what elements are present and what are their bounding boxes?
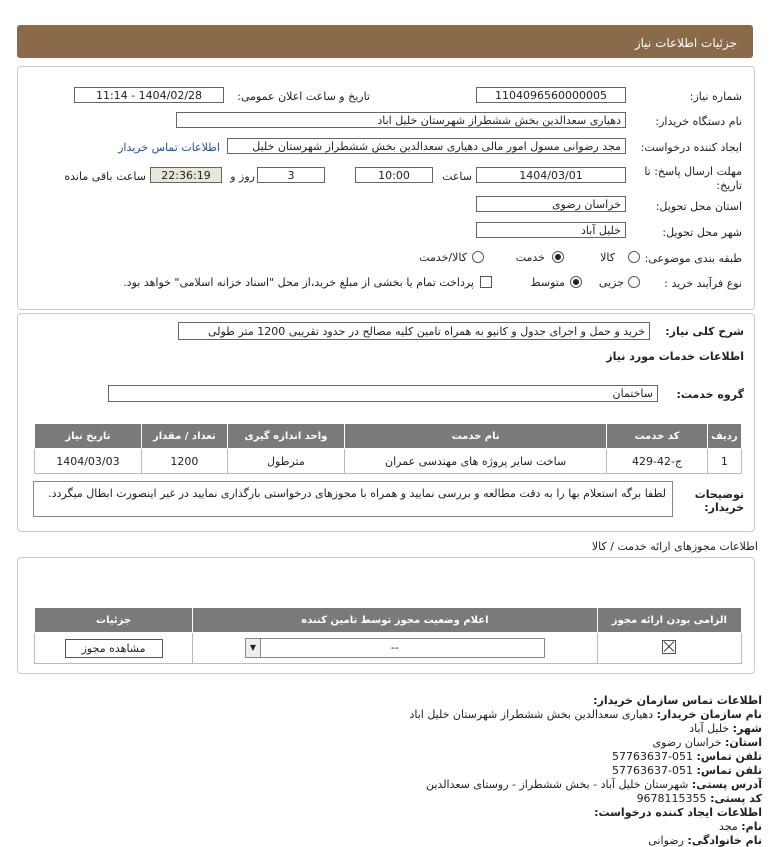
col-service-name: نام خدمت (344, 424, 606, 449)
permit-status-value: -- (390, 641, 399, 654)
days-label: روز و (230, 170, 255, 183)
category-radio-goods[interactable] (628, 251, 640, 263)
contact-city: شهر: خلیل آباد (689, 722, 762, 735)
announce-date-field: 1404/02/28 - 11:14 (74, 87, 224, 103)
col-row: ردیف (707, 424, 741, 449)
creator-family: نام خانوادگی: رضوانی (648, 834, 762, 847)
deadline-date-field: 1404/03/01 (476, 167, 626, 183)
process-type-label: نوع فرآیند خرید : (664, 277, 742, 290)
category-goods-service-label: کالا/خدمت (419, 251, 467, 264)
category-service-label: خدمت (515, 251, 545, 264)
contact-address: آدرس پستی: شهرستان خلیل آباد - بخش ششطراز - روستای سعدالدین (425, 778, 762, 791)
buyer-notes-field: لطفا برگه استعلام بها را به دقت مطالعه و بررسی نمایید و همراه با مجوزهای درخواستی بارگذاری نمایید در غیر اینصورت ابطال میگردد. (33, 481, 673, 517)
need-number-label: شماره نیاز: (689, 90, 742, 103)
category-radio-service[interactable] (552, 251, 564, 263)
col-unit: واحد اندازه گیری (227, 424, 344, 449)
process-minor-label: جزیی (598, 276, 624, 289)
need-number-field: 1104096560000005 (476, 87, 626, 103)
service-group-field: ساختمان (108, 385, 658, 402)
chevron-down-icon: ▼ (246, 639, 261, 657)
category-radio-goods-service[interactable] (472, 251, 484, 263)
buyer-notes-label: توضیحات خریدار: (694, 488, 744, 514)
process-radio-medium[interactable] (570, 276, 582, 288)
cell-unit: مترطول (227, 449, 344, 474)
city-field: خلیل آباد (476, 222, 626, 238)
remaining-time-label: ساعت باقی مانده (64, 170, 146, 183)
services-section-title: اطلاعات خدمات مورد نیاز (606, 350, 744, 363)
deadline-label: مهلت ارسال پاسخ: تا (644, 165, 742, 178)
permits-table (34, 607, 742, 664)
contact-org: نام سازمان خریدار: دهیاری سعدالدین بخش ششطراز شهرستان خلیل اباد (409, 708, 762, 721)
contact-title: اطلاعات تماس سازمان خریدار: (593, 694, 762, 707)
remaining-time-field: 22:36:19 (150, 167, 222, 183)
deadline-date-label: تاریخ: (716, 179, 742, 192)
creator-field: مجد رضوانی مسول امور مالی دهیاری سعدالدین بخش ششطراز شهرستان خلیل (227, 138, 626, 154)
cell-permit-required (597, 633, 741, 664)
cell-row: 1 (707, 449, 741, 474)
buyer-org-field: دهیاری سعدالدین بخش ششطراز شهرستان خلیل اباد (176, 112, 626, 128)
creator-label: ایجاد کننده درخواست: (640, 141, 742, 154)
deadline-time-label: ساعت (442, 170, 472, 183)
col-service-code: کد خدمت (607, 424, 708, 449)
cell-service-name: ساخت سایر پروژه های مهندسی عمران (344, 449, 606, 474)
cell-permit-details (35, 633, 193, 664)
treasury-note: پرداخت تمام یا بخشی از مبلغ خرید،از محل "اسناد خزانه اسلامی" خواهد بود. (123, 276, 474, 289)
services-table (34, 423, 742, 474)
table-row (35, 449, 742, 474)
services-table-header (35, 424, 742, 449)
announce-date-label: تاریخ و ساعت اعلان عمومی: (237, 90, 370, 103)
contact-postal: کد پستی: 9678115355 (636, 792, 762, 805)
permits-table-header (35, 608, 742, 633)
buyer-contact-link[interactable]: اطلاعات تماس خریدار (118, 141, 220, 154)
view-permit-button[interactable]: مشاهده مجوز (65, 639, 163, 658)
col-need-date: تاریخ نیاز (35, 424, 142, 449)
description-label: شرح کلی نیاز: (665, 325, 744, 338)
cell-permit-status (193, 633, 598, 664)
process-radio-minor[interactable] (628, 276, 640, 288)
deadline-time-field: 10:00 (355, 167, 433, 183)
creator-info-title: اطلاعات ایجاد کننده درخواست: (594, 806, 762, 819)
days-field: 3 (257, 167, 325, 183)
col-permit-required: الزامی بودن ارائه مجوز (597, 608, 741, 633)
contact-phone: تلفن تماس: 051-57763637 (612, 750, 762, 763)
col-permit-details: جزئیات (35, 608, 193, 633)
province-field: خراسان رضوی (476, 196, 626, 212)
cell-need-date: 1404/03/03 (35, 449, 142, 474)
creator-name: نام: مجد (718, 820, 762, 833)
buyer-org-label: نام دستگاه خریدار: (655, 115, 742, 128)
contact-fax: تلفن تماس: 051-57763637 (612, 764, 762, 777)
col-quantity: تعداد / مقدار (141, 424, 227, 449)
description-field: خرید و حمل و اجرای جدول و کانیو به همراه تامین کلیه مصالح در حدود تقریبی 1200 متر طولی (178, 322, 650, 340)
cell-quantity: 1200 (141, 449, 227, 474)
city-label: شهر محل تحویل: (662, 226, 742, 239)
treasury-checkbox[interactable] (480, 276, 492, 288)
contact-province: استان: خراسان رضوی (652, 736, 762, 749)
page-header (17, 25, 753, 58)
permits-section-title: اطلاعات مجوزهای ارائه خدمت / کالا (591, 540, 758, 553)
required-checkbox-icon (662, 640, 676, 654)
province-label: استان محل تحویل: (655, 200, 742, 213)
service-group-label: گروه خدمت: (676, 388, 744, 401)
permit-status-select[interactable] (245, 638, 545, 658)
col-permit-status: اعلام وضعیت مجوز توسط تامین کننده (193, 608, 598, 633)
cell-service-code: ج-42-429 (607, 449, 708, 474)
process-medium-label: متوسط (530, 276, 565, 289)
category-label: طبقه بندی موضوعی: (644, 252, 742, 265)
category-goods-label: کالا (600, 251, 615, 264)
page-title: جزئیات اطلاعات نیاز (634, 36, 737, 50)
table-row (35, 633, 742, 664)
